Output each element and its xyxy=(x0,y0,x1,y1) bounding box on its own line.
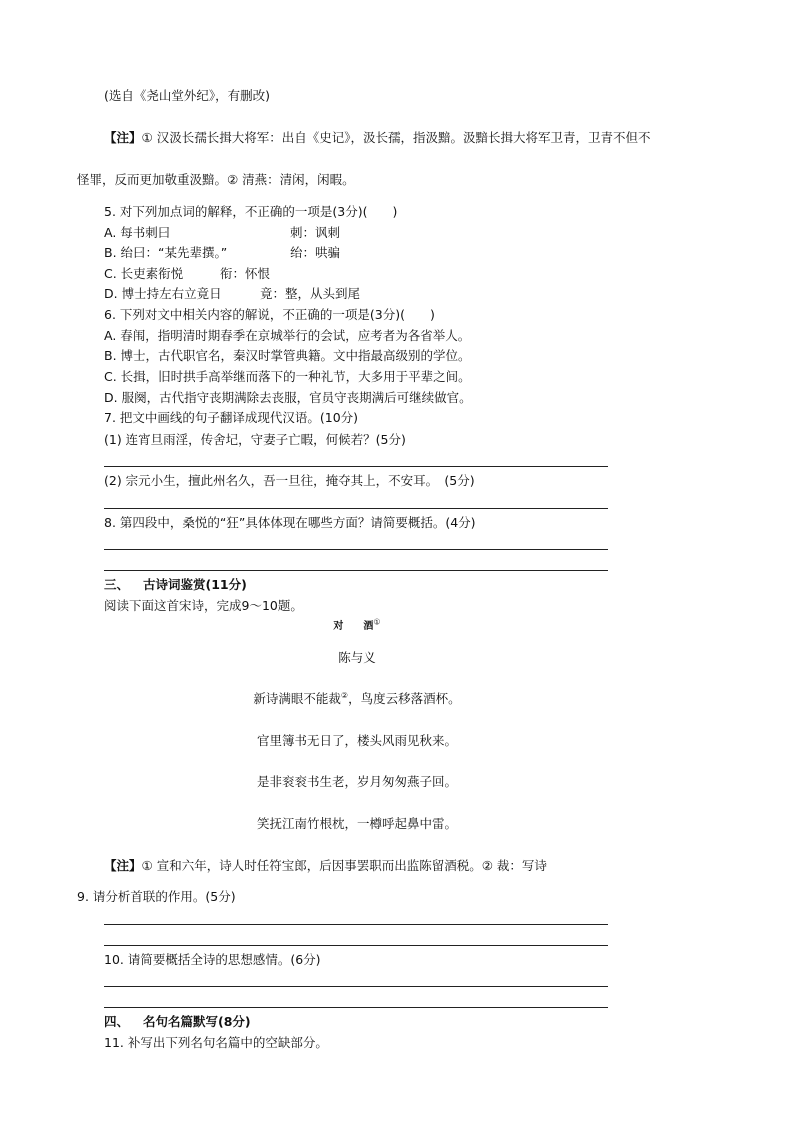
q5-option-c-gloss: 衔：怀恨 xyxy=(220,266,271,281)
poem-note xyxy=(104,858,547,874)
answer-line xyxy=(104,570,608,571)
section-3-title: 古诗词鉴赏(11分) xyxy=(143,577,247,592)
answer-line xyxy=(104,945,608,946)
poem-title-footnote-mark: ① xyxy=(373,617,381,627)
poem-note-label: 【注】 xyxy=(104,858,142,873)
q5-option-a-text: A. 每书刺曰 xyxy=(104,225,171,240)
q5-option-c-text: C. 长吏素衔悦 xyxy=(104,266,184,281)
annotation-label: 【注】 xyxy=(104,130,142,145)
q5-option-b-text: B. 绐曰：“某先辈撰。” xyxy=(104,245,228,260)
poem-line-1-footnote-mark: ② xyxy=(340,690,349,700)
section-4-number: 四、 xyxy=(104,1014,130,1029)
answer-line xyxy=(104,1007,608,1008)
q5-option-d-gloss: 竟：整，从头到尾 xyxy=(260,286,361,301)
source-note: (选自《尧山堂外纪》，有删改) xyxy=(104,88,271,103)
annotation-text-1: ① 汉汲长孺长揖大将军：出自《史记》，汲长孺，指汲黯。汲黯长揖大将军卫青，卫青不但不 xyxy=(141,130,651,145)
poem-line-2: 官里簿书无日了，楼头风雨见秋来。 xyxy=(256,733,457,748)
q6-option-c: C. 长揖，旧时拱手高举继而落下的一种礼节，大多用于平辈之间。 xyxy=(104,369,471,384)
poem-line-1 xyxy=(104,691,610,707)
q5-option-b xyxy=(104,245,341,261)
q5-option-d-text: D. 博士持左右立竟日 xyxy=(104,286,222,301)
annotation-line-2: 怪罪，反而更加敬重汲黯。② 清燕：清闲，闲暇。 xyxy=(77,172,355,187)
section-3-heading xyxy=(104,577,247,593)
answer-line xyxy=(104,549,608,550)
poem-note-text: ① 宣和六年，诗人时任符宝郎，后因事罢职而出监陈留酒税。② 裁：写诗 xyxy=(141,858,547,873)
poem-line-3: 是非衮衮书生老，岁月匆匆燕子回。 xyxy=(256,774,457,789)
q5-option-c xyxy=(104,266,271,282)
q6-option-a: A. 春闱，指明清时期春季在京城举行的会试，应考者为各省举人。 xyxy=(104,328,471,343)
q6-option-d: D. 服阕，古代指守丧期满除去丧服，官员守丧期满后可继续做官。 xyxy=(104,390,472,405)
section-3-intro: 阅读下面这首宋诗，完成9～10题。 xyxy=(104,598,303,613)
q5-option-a-gloss: 刺：讽刺 xyxy=(290,225,341,240)
section-4-title: 名句名篇默写(8分) xyxy=(143,1014,251,1029)
q5-option-a xyxy=(104,225,341,241)
answer-line xyxy=(104,924,608,925)
q7-sentence-2: (2) 宗元小生，擅此州名久，吾一旦往，掩夺其上，不安耳。 (5分) xyxy=(104,473,475,488)
q8-stem: 8. 第四段中，桑悦的“狂”具体体现在哪些方面？请简要概括。(4分) xyxy=(104,515,476,530)
poem-line-4: 笑抚江南竹根枕，一樽呼起鼻中雷。 xyxy=(256,816,457,831)
q9-stem: 9. 请分析首联的作用。(5分) xyxy=(77,889,236,904)
q11-stem: 11. 补写出下列名句名篇中的空缺部分。 xyxy=(104,1035,328,1050)
answer-line xyxy=(104,466,608,467)
q7-stem: 7. 把文中画线的句子翻译成现代汉语。(10分) xyxy=(104,410,359,425)
poem-line-1-a: 新诗满眼不能裁 xyxy=(253,691,341,706)
poem-title xyxy=(104,619,610,635)
poem-title-text: 对 酒 xyxy=(333,621,374,632)
q6-option-b: B. 博士，古代职官名，秦汉时掌管典籍。文中指最高级别的学位。 xyxy=(104,348,471,363)
answer-line xyxy=(104,986,608,987)
poem-author: 陈与义 xyxy=(338,650,376,665)
poem-line-1-b: ，鸟度云移落酒杯。 xyxy=(348,691,461,706)
section-4-heading xyxy=(104,1014,251,1030)
q7-sentence-1: (1) 连宵旦雨淫，传舍圮，守妻子亡暇，何候若？(5分) xyxy=(104,432,406,447)
q5-stem: 5. 对下列加点词的解释，不正确的一项是(3分)( ) xyxy=(104,204,398,219)
answer-line xyxy=(104,508,608,509)
q5-option-d xyxy=(104,286,361,302)
annotation-line-1 xyxy=(104,130,650,146)
q10-stem: 10. 请简要概括全诗的思想感情。(6分) xyxy=(104,952,321,967)
section-3-number: 三、 xyxy=(104,577,130,592)
q6-stem: 6. 下列对文中相关内容的解说，不正确的一项是(3分)( ) xyxy=(104,307,435,322)
q5-option-b-gloss: 绐：哄骗 xyxy=(290,245,341,260)
